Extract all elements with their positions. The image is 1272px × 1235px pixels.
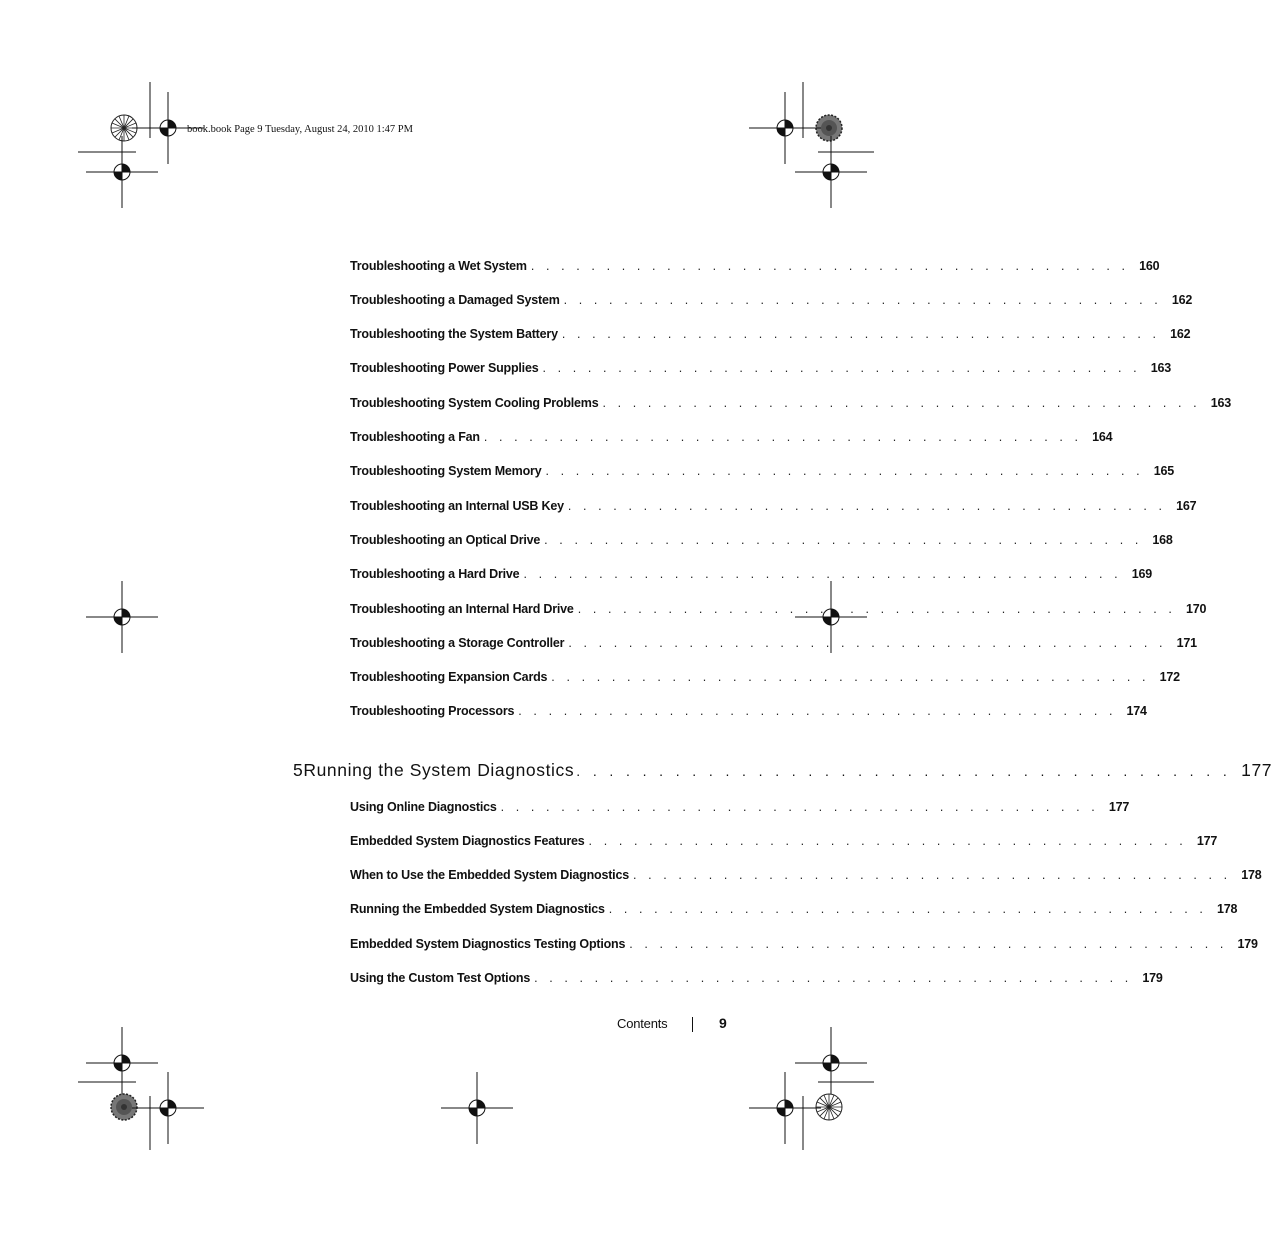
toc-entry-title: Troubleshooting a Fan — [350, 430, 480, 444]
toc-page-number: 178 — [1217, 902, 1238, 916]
toc-entry[interactable] — [350, 670, 1180, 690]
toc-entry-title: Troubleshooting a Wet System — [350, 259, 527, 273]
dot-leader: . . . . . . . . . . . . . . . . . . . . . . . . . . . . . . . . . . . . . . . . — [551, 670, 1150, 684]
toc-page-number: 160 — [1139, 259, 1160, 273]
toc-entry-title: Troubleshooting a Hard Drive — [350, 567, 520, 581]
toc-entry-title: Running the Embedded System Diagnostics — [350, 902, 605, 916]
dot-leader: . . . . . . . . . . . . . . . . . . . . . . . . . . . . . . . . . . . . . . . . — [542, 361, 1141, 375]
toc-entry[interactable] — [350, 704, 1147, 724]
print-slug: book.book Page 9 Tuesday, August 24, 2010 1:47 PM — [187, 124, 413, 135]
toc-page-number: 178 — [1241, 868, 1262, 882]
dot-leader: . . . . . . . . . . . . . . . . . . . . . . . . . . . . . . . . . . . . . . . . — [632, 868, 1232, 882]
dot-leader: . . . . . . . . . . . . . . . . . . . . . . . . . . . . . . . . . . . . . . . . — [629, 937, 1228, 951]
footer-divider — [692, 1017, 693, 1032]
toc-entry[interactable] — [350, 602, 1207, 622]
dot-leader: . . . . . . . . . . . . . . . . . . . . . . . . . . . . . . . . . . . . . . . . — [561, 327, 1161, 341]
toc-entry-title: Troubleshooting an Optical Drive — [350, 533, 541, 547]
dot-leader: . . . . . . . . . . . . . . . . . . . . . . . . . . . . . . . . . . . . . . . . — [483, 430, 1083, 444]
toc-page-number: 169 — [1131, 567, 1152, 581]
dot-leader: . . . . . . . . . . . . . . . . . . . . . . . . . . . . . . . . . . . . . . . . — [576, 763, 1232, 779]
dot-leader: . . . . . . . . . . . . . . . . . . . . . . . . . . . . . . . . . . . . . . . . — [567, 499, 1167, 513]
toc-page-number: 170 — [1185, 602, 1207, 616]
toc-entry-title: Troubleshooting Power Supplies — [350, 361, 539, 375]
toc-entry[interactable] — [350, 971, 1163, 991]
toc-page-number: 163 — [1150, 361, 1171, 375]
toc-entry[interactable] — [350, 361, 1171, 381]
toc-entry-title: Using the Custom Test Options — [350, 971, 531, 985]
toc-page-number: 162 — [1171, 293, 1193, 307]
toc-page-number: 162 — [1170, 327, 1191, 341]
dot-leader: . . . . . . . . . . . . . . . . . . . . . . . . . . . . . . . . . . . . . . . . — [500, 800, 1099, 814]
dot-leader: . . . . . . . . . . . . . . . . . . . . . . . . . . . . . . . . . . . . . . . . — [518, 704, 1117, 718]
toc-entry[interactable] — [350, 636, 1197, 656]
toc-page-number: 179 — [1142, 971, 1163, 985]
chapter-page-number: 177 — [1241, 760, 1272, 780]
toc-entry-title: Embedded System Diagnostics Testing Options — [350, 937, 626, 951]
toc-page-number: 168 — [1152, 533, 1173, 547]
toc-page-number: 179 — [1237, 937, 1258, 951]
dot-leader: . . . . . . . . . . . . . . . . . . . . . . . . . . . . . . . . . . . . . . . . — [563, 293, 1162, 307]
footer-section-label: Contents — [617, 1016, 668, 1031]
toc-entry[interactable] — [350, 937, 1258, 957]
dot-leader: . . . . . . . . . . . . . . . . . . . . . . . . . . . . . . . . . . . . . . . . — [568, 636, 1167, 650]
toc-entry-title: Troubleshooting an Internal Hard Drive — [350, 602, 574, 616]
toc-entry[interactable] — [350, 464, 1174, 484]
toc-entry[interactable] — [350, 533, 1173, 553]
toc-entry-title: Troubleshooting a Storage Controller — [350, 636, 565, 650]
toc-entry[interactable] — [350, 902, 1238, 922]
toc-entry[interactable] — [350, 396, 1232, 416]
toc-page-number: 164 — [1092, 430, 1113, 444]
dot-leader: . . . . . . . . . . . . . . . . . . . . . . . . . . . . . . . . . . . . . . . . — [523, 567, 1122, 581]
dot-leader: . . . . . . . . . . . . . . . . . . . . . . . . . . . . . . . . . . . . . . . . — [608, 902, 1208, 916]
dot-leader: . . . . . . . . . . . . . . . . . . . . . . . . . . . . . . . . . . . . . . . . — [544, 533, 1143, 547]
toc-page-number: 167 — [1176, 499, 1197, 513]
toc-page-number: 163 — [1210, 396, 1232, 410]
toc-page-number: 172 — [1159, 670, 1180, 684]
toc-entry-title: Troubleshooting System Cooling Problems — [350, 396, 599, 410]
toc-entry-title: Troubleshooting System Memory — [350, 464, 542, 478]
dot-leader: . . . . . . . . . . . . . . . . . . . . . . . . . . . . . . . . . . . . . . . . — [588, 834, 1187, 848]
toc-entry-title: Troubleshooting the System Battery — [350, 327, 558, 341]
toc-entry[interactable] — [350, 834, 1218, 854]
toc-entry-title: Using Online Diagnostics — [350, 800, 497, 814]
toc-entry-title: Troubleshooting an Internal USB Key — [350, 499, 564, 513]
toc-entry[interactable] — [350, 259, 1160, 279]
dot-leader: . . . . . . . . . . . . . . . . . . . . . . . . . . . . . . . . . . . . . . . . — [602, 396, 1201, 410]
toc-page-number: 171 — [1176, 636, 1197, 650]
toc-entry[interactable] — [350, 800, 1130, 820]
toc-entry-title: Troubleshooting Processors — [350, 704, 515, 718]
toc-page-number: 174 — [1126, 704, 1147, 718]
dot-leader: . . . . . . . . . . . . . . . . . . . . . . . . . . . . . . . . . . . . . . . . — [545, 464, 1144, 478]
toc-entry[interactable] — [350, 430, 1113, 450]
toc-page-number: 177 — [1108, 800, 1130, 814]
toc-entry-title: When to Use the Embedded System Diagnostics — [350, 868, 629, 882]
toc-entry[interactable] — [350, 499, 1197, 519]
dot-leader: . . . . . . . . . . . . . . . . . . . . . . . . . . . . . . . . . . . . . . . . — [530, 259, 1130, 273]
chapter-number: 5 — [293, 760, 304, 780]
toc-page-number: 165 — [1153, 464, 1174, 478]
toc-entry[interactable] — [350, 868, 1262, 888]
toc-entry[interactable] — [350, 293, 1193, 313]
toc-chapter-heading[interactable] — [293, 760, 1272, 786]
dot-leader: . . . . . . . . . . . . . . . . . . . . . . . . . . . . . . . . . . . . . . . . — [534, 971, 1133, 985]
dot-leader: . . . . . . . . . . . . . . . . . . . . . . . . . . . . . . . . . . . . . . . . — [577, 602, 1176, 616]
toc-entry-title: Troubleshooting Expansion Cards — [350, 670, 548, 684]
footer-page-number: 9 — [719, 1015, 727, 1031]
toc-entry-title: Embedded System Diagnostics Features — [350, 834, 585, 848]
chapter-title: Running the System Diagnostics — [303, 760, 575, 780]
toc-entry[interactable] — [350, 327, 1191, 347]
toc-page-number: 177 — [1196, 834, 1218, 848]
toc-entry-title: Troubleshooting a Damaged System — [350, 293, 560, 307]
toc-entry[interactable] — [350, 567, 1152, 587]
